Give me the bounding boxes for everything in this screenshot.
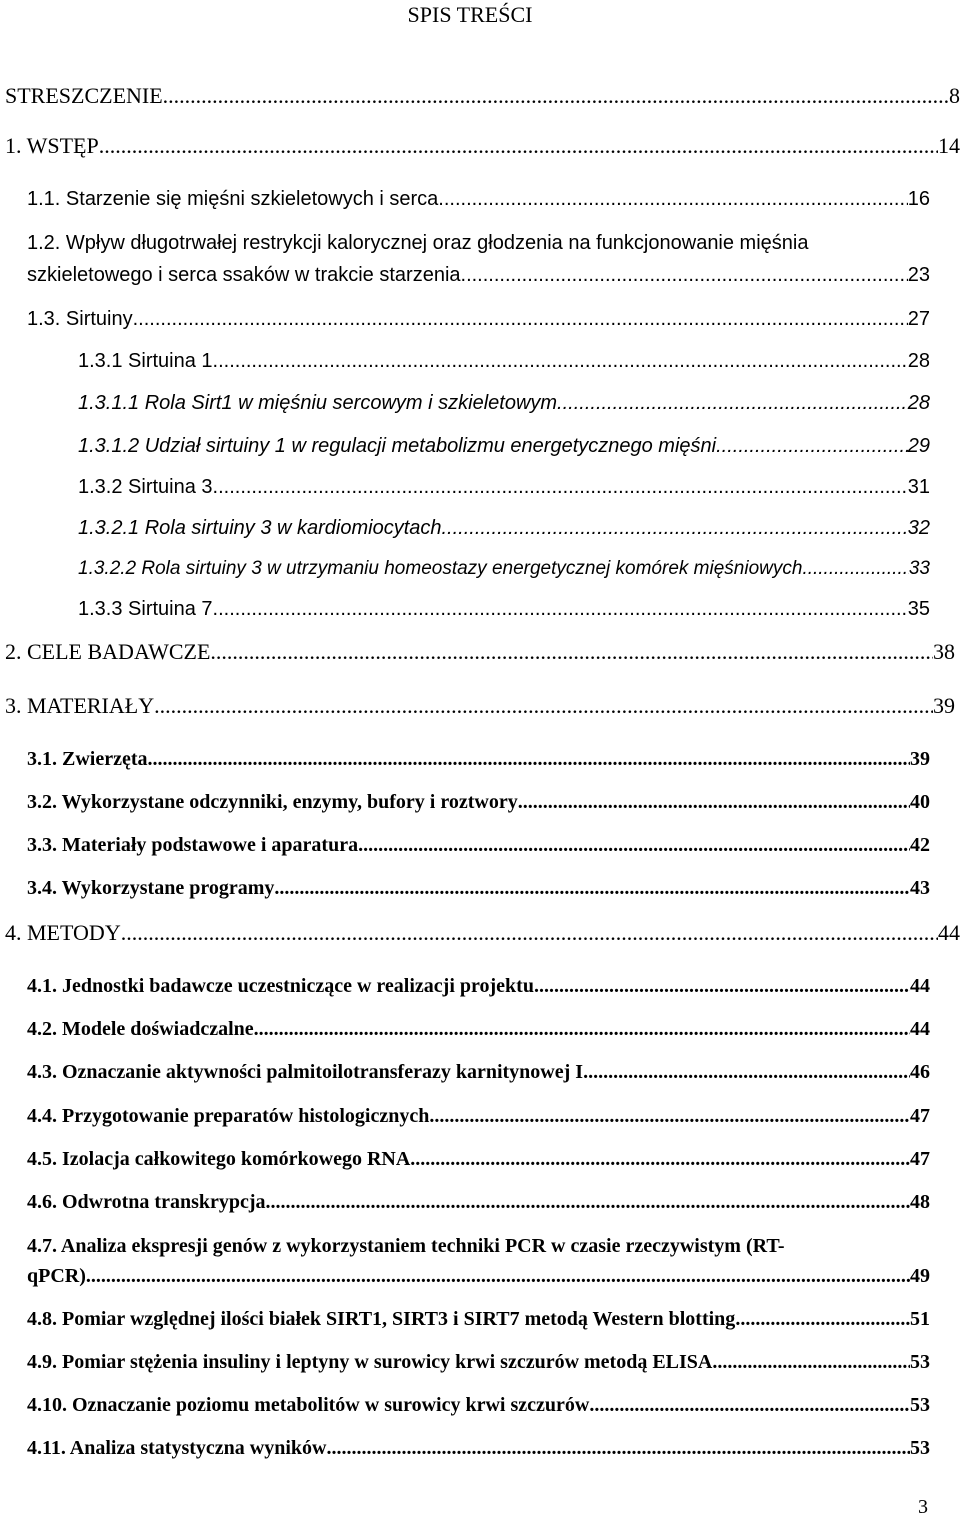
toc-leader-dots	[802, 557, 908, 581]
toc-entry[interactable]	[78, 557, 930, 581]
toc-entry[interactable]	[27, 1190, 930, 1214]
toc-entry-page: 48	[910, 1191, 930, 1213]
toc-entry-title: 4.4. Przygotowanie preparatów histologicznych	[27, 1105, 430, 1127]
toc-entry[interactable]	[27, 307, 930, 331]
toc-entry[interactable]	[78, 597, 930, 621]
toc-leader-dots	[358, 833, 910, 857]
toc-entry-title: STRESZCZENIE	[5, 83, 163, 108]
toc-entry-page: 27	[907, 308, 930, 330]
toc-entry[interactable]	[27, 1060, 930, 1084]
toc-leader-dots	[163, 83, 949, 109]
toc-entry[interactable]	[27, 1436, 930, 1460]
toc-entry-title: qPCR)	[27, 1265, 86, 1287]
toc-leader-dots	[133, 307, 908, 331]
toc-entry-page: 16	[907, 188, 930, 210]
toc-entry-title: 4.9. Pomiar stężenia insuliny i leptyny w surowicy krwi szczurów metodą ELISA	[27, 1351, 713, 1373]
toc-entry-page: 43	[910, 877, 930, 899]
toc-entry-title: 1. WSTĘP	[5, 133, 99, 158]
toc-entry-page: 31	[907, 476, 930, 498]
toc-entry-page: 29	[907, 435, 930, 457]
toc-entry-page: 47	[910, 1105, 930, 1127]
toc-leader-dots	[266, 1190, 910, 1214]
toc-entry-title: 1.3.1 Sirtuina 1	[78, 350, 213, 372]
toc-entry[interactable]	[78, 516, 930, 540]
toc-entry[interactable]	[27, 1017, 930, 1041]
toc-entry-page: 51	[910, 1308, 930, 1330]
toc-entry-title: 1.1. Starzenie się mięśni szkieletowych i serca	[27, 188, 439, 210]
toc-leader-dots	[557, 391, 908, 415]
toc-leader-dots	[534, 974, 910, 998]
toc-entry-title: 1.3.3 Sirtuina 7	[78, 598, 213, 620]
toc-entry-page: 42	[910, 834, 930, 856]
toc-entry-title: 4.8. Pomiar względnej ilości białek SIRT1, SIRT3 i SIRT7 metodą Western blotting	[27, 1308, 736, 1330]
toc-entry-title: 1.3.1.2 Udział sirtuiny 1 w regulacji metabolizmu energetycznego mięśni	[78, 435, 717, 457]
toc-leader-dots	[274, 876, 910, 900]
toc-entry[interactable]	[5, 920, 960, 946]
toc-entry[interactable]	[78, 475, 930, 499]
toc-leader-dots	[712, 1350, 910, 1374]
toc-leader-dots	[589, 1393, 910, 1417]
toc-leader-dots	[429, 1104, 910, 1128]
toc-entry-page: 33	[908, 558, 930, 579]
toc-entry-title: 4.6. Odwrotna transkrypcja	[27, 1191, 266, 1213]
toc-entry-page: 53	[910, 1351, 930, 1373]
toc-entry-title-line1: 1.2. Wpływ długotrwałej restrykcji kalorycznej oraz głodzenia na funkcjonowanie mięśnia	[27, 232, 809, 254]
toc-entry-title: 4. METODY	[5, 920, 121, 945]
toc-leader-dots	[148, 747, 910, 771]
toc-entry-page: 44	[910, 975, 930, 997]
toc-entry-page: 39	[933, 693, 955, 718]
toc-entry[interactable]	[78, 349, 930, 373]
toc-entry-title: 3. MATERIAŁY	[5, 693, 155, 718]
toc-leader-dots	[154, 693, 933, 719]
toc-leader-dots	[86, 1264, 910, 1288]
toc-entry-page: 35	[907, 598, 930, 620]
toc-entry-page: 14	[938, 133, 960, 158]
toc-entry[interactable]	[5, 693, 955, 719]
toc-entry-title: 3.3. Materiały podstawowe i aparatura	[27, 834, 359, 856]
toc-leader-dots	[326, 1436, 910, 1460]
toc-entry[interactable]	[27, 747, 930, 771]
toc-entry-title: 1.3.2 Sirtuina 3	[78, 476, 213, 498]
toc-leader-dots	[716, 434, 908, 458]
toc-entry[interactable]	[27, 1393, 930, 1417]
toc-entry-page: 46	[910, 1061, 930, 1083]
toc-entry[interactable]	[27, 833, 930, 857]
toc-entry-page: 38	[933, 639, 955, 664]
toc-entry-page: 28	[907, 392, 930, 414]
toc-entry-title: 4.10. Oznaczanie poziomu metabolitów w surowicy krwi szczurów	[27, 1394, 590, 1416]
toc-entry[interactable]	[27, 231, 930, 287]
toc-leader-dots	[213, 475, 908, 499]
toc-entry[interactable]	[27, 974, 930, 998]
toc-leader-dots	[213, 349, 908, 373]
toc-entry-title: 2. CELE BADAWCZE	[5, 639, 211, 664]
toc-leader-dots	[461, 263, 908, 287]
toc-entry-title: szkieletowego i serca ssaków w trakcie starzenia	[27, 264, 461, 286]
toc-entry[interactable]	[5, 133, 960, 159]
toc-entry[interactable]	[78, 391, 930, 415]
toc-entry-page: 44	[938, 920, 960, 945]
toc-entry[interactable]	[78, 434, 930, 458]
page-title: SPIS TREŚCI	[407, 2, 533, 27]
toc-leader-dots	[442, 516, 908, 540]
toc-entry-title: 3.4. Wykorzystane programy	[27, 877, 275, 899]
toc-leader-dots	[410, 1147, 910, 1171]
toc-leader-dots	[735, 1307, 910, 1331]
toc-entry-title: 1.3.1.1 Rola Sirt1 w mięśniu sercowym i szkieletowym	[78, 392, 558, 414]
page-number: 3	[918, 1496, 928, 1518]
toc-entry[interactable]	[27, 187, 930, 211]
toc-leader-dots	[254, 1017, 910, 1041]
toc-entry-title: 3.1. Zwierzęta	[27, 748, 148, 770]
toc-leader-dots	[518, 790, 910, 814]
toc-entry-title: 1.3. Sirtuiny	[27, 308, 133, 330]
toc-entry-page: 28	[907, 350, 930, 372]
toc-entry[interactable]	[5, 83, 960, 109]
toc-entry-page: 47	[910, 1148, 930, 1170]
toc-entry[interactable]	[27, 1147, 930, 1171]
toc-entry-page: 49	[910, 1265, 930, 1287]
toc-entry[interactable]	[27, 790, 930, 814]
toc-leader-dots	[99, 133, 938, 159]
toc-entry-title: 3.2. Wykorzystane odczynniki, enzymy, bufory i roztwory	[27, 791, 518, 813]
toc-entry-page: 8	[949, 83, 960, 108]
toc-entry-page: 44	[910, 1018, 930, 1040]
toc-entry-title: 4.2. Modele doświadczalne	[27, 1018, 254, 1040]
toc-entry[interactable]	[27, 876, 930, 900]
toc-entry-title: 4.5. Izolacja całkowitego komórkowego RNA	[27, 1148, 411, 1170]
toc-entry-title-line1: 4.7. Analiza ekspresji genów z wykorzystaniem techniki PCR w czasie rzeczywistym (RT-	[27, 1235, 785, 1257]
toc-leader-dots	[121, 920, 938, 946]
toc-entry-title: 1.3.2.2 Rola sirtuiny 3 w utrzymaniu homeostazy energetycznej komórek mięśniowych	[78, 558, 803, 579]
toc-entry-title: 4.11. Analiza statystyczna wyników	[27, 1437, 327, 1459]
toc-entry-page: 53	[910, 1437, 930, 1459]
toc-entry[interactable]	[27, 1307, 930, 1331]
toc-leader-dots	[438, 187, 907, 211]
toc-entry-page: 40	[910, 791, 930, 813]
toc-entry-page: 23	[907, 264, 930, 286]
toc-leader-dots	[583, 1060, 910, 1084]
toc-entry-page: 53	[910, 1394, 930, 1416]
toc-entry-page: 39	[910, 748, 930, 770]
toc-leader-dots	[213, 597, 908, 621]
toc-entry-title: 4.1. Jednostki badawcze uczestniczące w realizacji projektu	[27, 975, 534, 997]
toc-entry-title: 4.3. Oznaczanie aktywności palmitoilotransferazy karnitynowej I	[27, 1061, 584, 1083]
toc-entry-page: 32	[907, 517, 930, 539]
toc-entry[interactable]	[27, 1350, 930, 1374]
toc-entry[interactable]	[27, 1104, 930, 1128]
toc-entry[interactable]	[5, 639, 955, 665]
toc-entry[interactable]	[27, 1234, 930, 1288]
toc-entry-title: 1.3.2.1 Rola sirtuiny 3 w kardiomiocytach	[78, 517, 442, 539]
toc-leader-dots	[210, 639, 933, 665]
